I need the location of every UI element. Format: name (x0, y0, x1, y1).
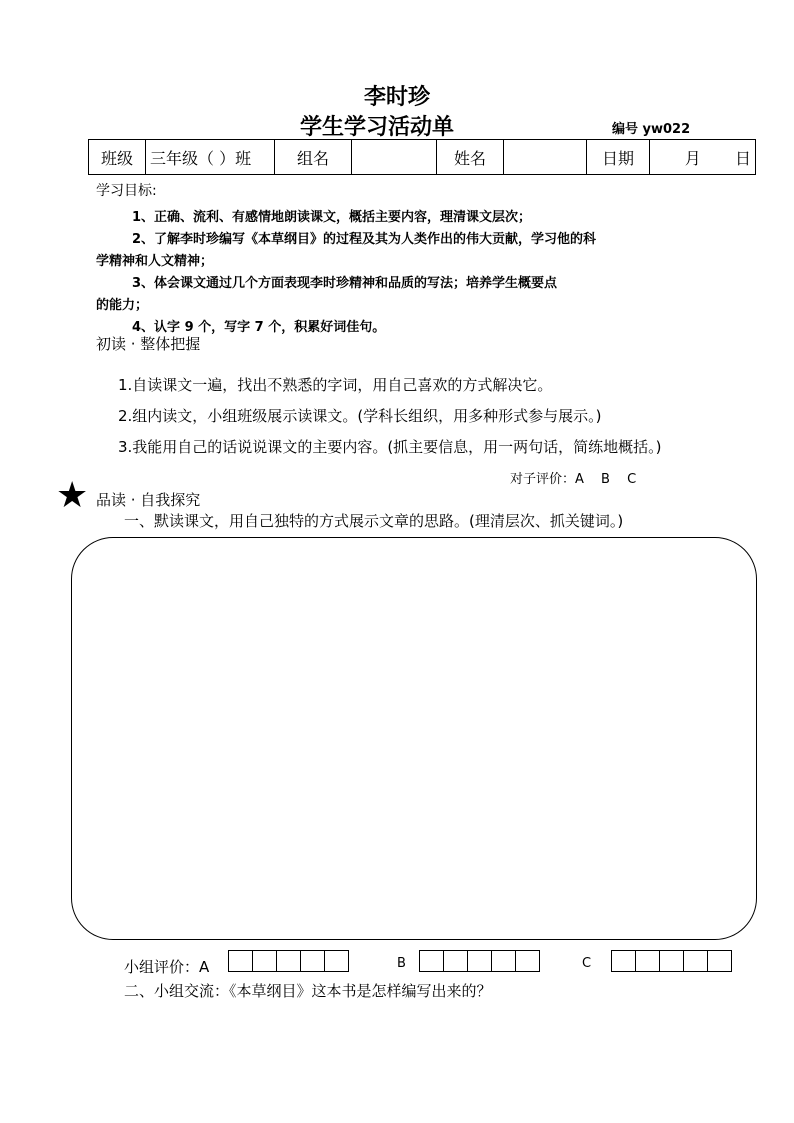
grade-c-label: C (582, 956, 592, 971)
task2-prompt: 二、小组交流：《本草纲目》这本书是怎样编写出来的？ (124, 982, 492, 1000)
section1-heading: 初读 · 整体把握 (96, 335, 201, 353)
grade-a-cells[interactable] (229, 950, 349, 972)
grade-c-cells[interactable] (612, 950, 732, 972)
goal-item: 2、了解李时珍编写《本草纲目》的过程及其为人类作出的伟大贡献，学习他的科 (132, 232, 597, 247)
group-field[interactable] (352, 140, 437, 175)
goals-heading: 学习目标: (96, 183, 157, 199)
peer-evaluation: 对子评价：A B C (510, 472, 637, 487)
date-day: 日 (734, 148, 751, 168)
group-label: 组名 (275, 140, 352, 175)
goal-item: 学精神和人文精神； (96, 254, 214, 269)
section1-item: 2.组内读文，小组班级展示读课文。(学科长组织，用多种形式参与展示。) (118, 407, 602, 425)
date-field[interactable] (650, 140, 756, 175)
info-table (88, 139, 756, 175)
group-eval-label: 小组评价：A (124, 958, 210, 976)
name-label: 姓名 (437, 140, 504, 175)
star-icon: ★ (56, 475, 89, 516)
grade-b-label: B (397, 956, 406, 971)
name-field[interactable] (504, 140, 587, 175)
document-subtitle: 学生学习活动单 (299, 115, 454, 140)
date-label: 日期 (587, 140, 650, 175)
grade-b-cells[interactable] (420, 950, 540, 972)
section1-item: 1.自读课文一遍，找出不熟悉的字词，用自己喜欢的方式解决它。 (118, 376, 553, 394)
date-month: 月 (684, 148, 701, 168)
section2-heading: 品读 · 自我探究 (96, 491, 201, 509)
goals-list (96, 207, 716, 339)
class-field[interactable]: 三年级（ ）班 (146, 140, 275, 175)
answer-box[interactable] (71, 537, 757, 940)
task1-prompt: 一、默读课文，用自己独特的方式展示文章的思路。(理清层次、抓关键词。) (124, 512, 624, 530)
goal-item: 1、正确、流利、有感情地朗读课文，概括主要内容，理清课文层次； (132, 210, 532, 225)
serial-number: 编号 yw022 (612, 122, 691, 137)
class-label: 班级 (89, 140, 146, 175)
section1-item: 3.我能用自己的话说说课文的主要内容。(抓主要信息，用一两句话，简练地概括。) (118, 438, 662, 456)
goal-item: 4、认字 9 个，写字 7 个，积累好词佳句。 (132, 320, 386, 335)
document-title: 李时珍 (363, 85, 430, 110)
goal-item: 3、体会课文通过几个方面表现李时珍精神和品质的写法；培养学生概要点 (132, 276, 558, 291)
goal-item: 的能力； (96, 298, 149, 313)
